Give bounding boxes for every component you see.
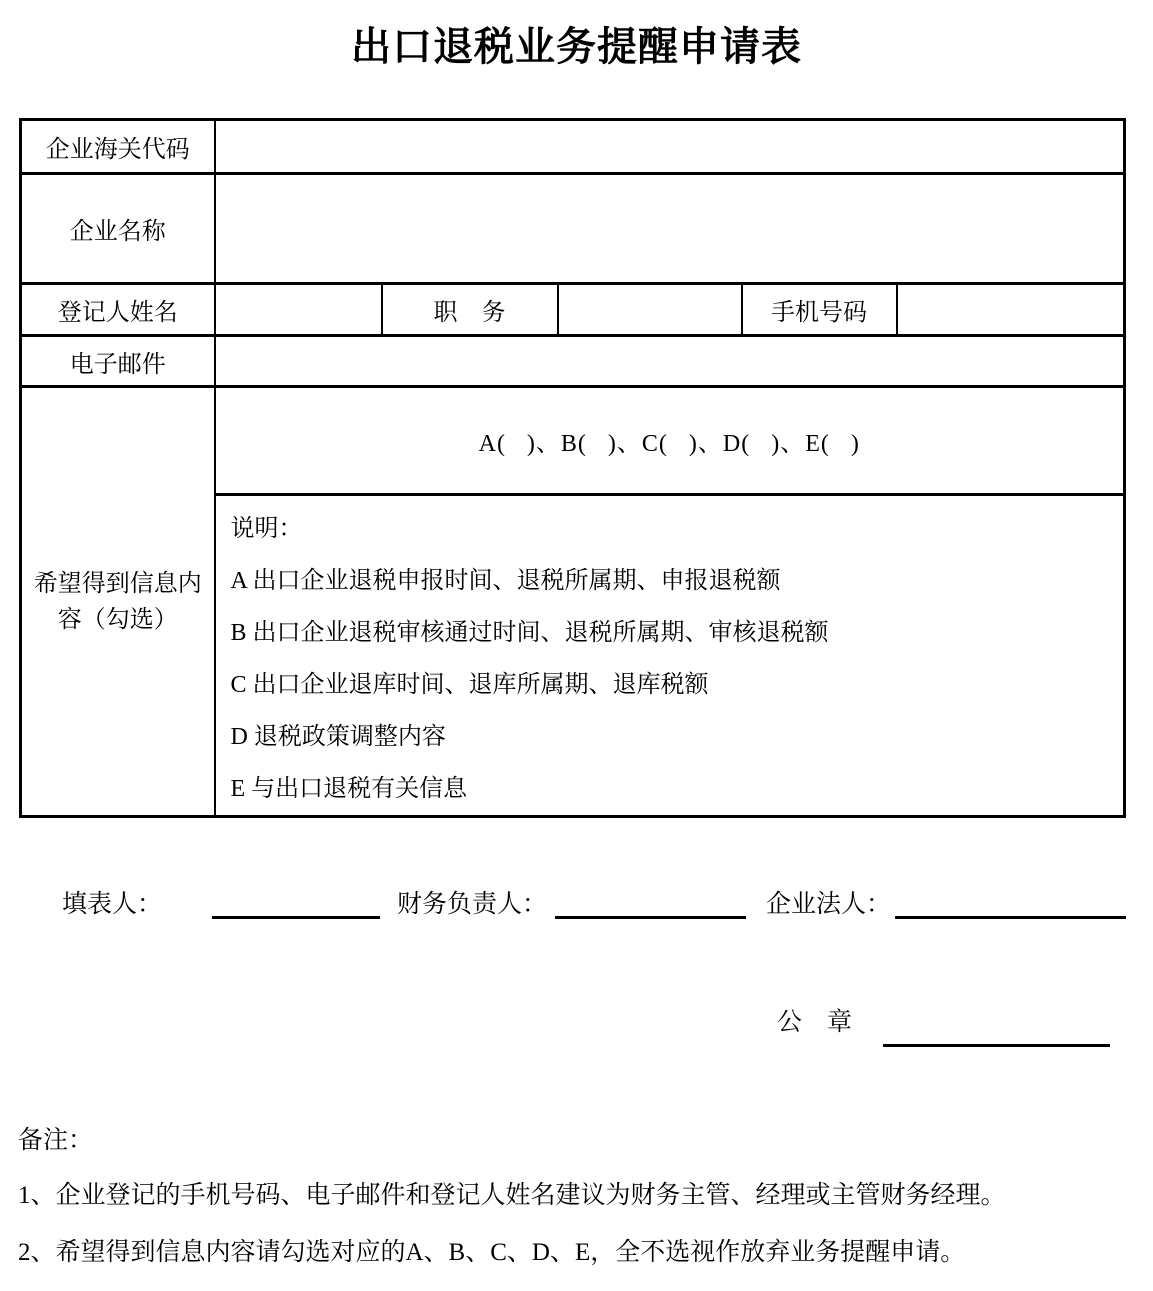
customs-code-input-cell[interactable]	[215, 120, 1125, 174]
position-label: 职 务	[382, 284, 558, 336]
official-seal-line[interactable]	[883, 1006, 1110, 1047]
remarks-heading: 备注：	[18, 1127, 94, 1154]
note-line-b: B 出口企业退税审核通过时间、退税所属期、审核退税额	[230, 619, 829, 646]
registrant-name-input-cell[interactable]	[215, 284, 382, 336]
options-checkbox-cell[interactable]: A( )、B( )、C( )、D( )、E( )	[215, 387, 1125, 495]
page-title: 出口退税业务提醒申请表	[351, 24, 802, 69]
note-line-a: A 出口企业退税申报时间、退税所属期、申报退税额	[230, 567, 781, 594]
form-table	[19, 118, 1126, 818]
legal-person-signature-line[interactable]	[895, 884, 1126, 919]
info-content-label: 希望得到信息内容（勾选）	[21, 387, 215, 817]
email-input-cell[interactable]	[215, 336, 1125, 387]
notes-cell	[215, 495, 1125, 817]
filler-signature-line[interactable]	[212, 884, 380, 919]
remark-item-1: 1、企业登记的手机号码、电子邮件和登记人姓名建议为财务主管、经理或主管财务经理。	[18, 1182, 1006, 1209]
registrant-name-label: 登记人姓名	[21, 284, 215, 336]
note-line-d: D 退税政策调整内容	[230, 723, 446, 750]
mobile-label: 手机号码	[742, 284, 897, 336]
filler-label: 填表人：	[62, 891, 163, 918]
email-row	[21, 336, 1125, 387]
remark-item-2: 2、希望得到信息内容请勾选对应的A、B、C、D、E，全不选视作放弃业务提醒申请。	[18, 1239, 966, 1266]
customs-code-row	[21, 120, 1125, 174]
note-line-c: C 出口企业退库时间、退库所属期、退库税额	[230, 671, 709, 698]
info-options-row	[21, 387, 1125, 495]
company-name-row	[21, 174, 1125, 284]
notes-heading: 说明：	[230, 515, 303, 542]
email-label: 电子邮件	[21, 336, 215, 387]
legal-person-label: 企业法人：	[766, 891, 892, 918]
finance-manager-signature-line[interactable]	[555, 884, 746, 919]
company-name-input-cell[interactable]	[215, 174, 1125, 284]
registrant-row	[21, 284, 1125, 336]
company-name-label: 企业名称	[21, 174, 215, 284]
customs-code-label: 企业海关代码	[21, 120, 215, 174]
position-input-cell[interactable]	[558, 284, 742, 336]
official-seal-label: 公 章	[777, 1009, 853, 1036]
finance-manager-label: 财务负责人：	[397, 891, 548, 918]
mobile-input-cell[interactable]	[897, 284, 1125, 336]
note-line-e: E 与出口退税有关信息	[230, 775, 468, 802]
